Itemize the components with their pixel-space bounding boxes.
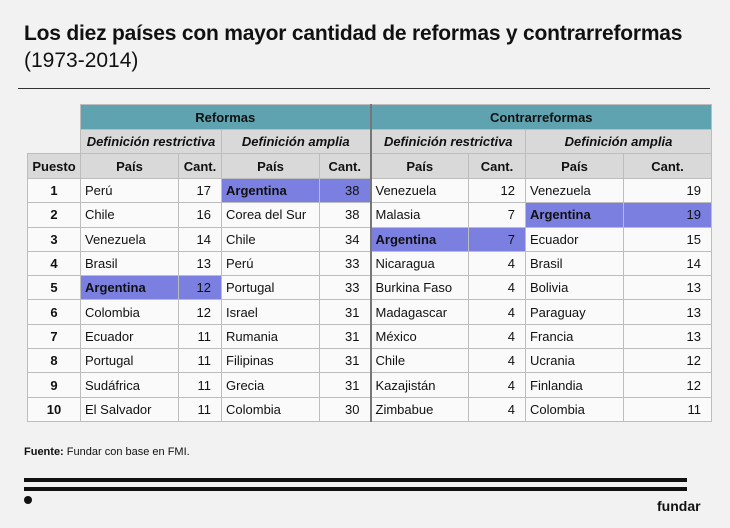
count-cell: 12 [469,179,526,203]
count-cell: 12 [179,300,222,324]
count-cell: 17 [179,179,222,203]
blank-corner [28,130,81,154]
country-cell: Colombia [222,397,320,421]
count-cell: 31 [320,349,371,373]
count-cell: 13 [624,324,712,348]
count-cell: 4 [469,373,526,397]
country-cell: Finlandia [526,373,624,397]
source-label: Fuente: [24,446,64,458]
column-header-pais: País [371,154,469,179]
country-cell: Nicaragua [371,251,469,275]
rank-cell: 3 [28,227,81,251]
count-cell: 4 [469,251,526,275]
source-note [24,446,190,458]
table-row [28,349,712,373]
rank-cell: 4 [28,251,81,275]
country-cell: Sudáfrica [81,373,179,397]
country-cell: Perú [222,251,320,275]
country-cell: Paraguay [526,300,624,324]
count-cell: 11 [624,397,712,421]
column-header-puesto: Puesto [28,154,81,179]
page-title: Los diez países con mayor cantidad de reformas y contrarreformas [24,22,683,45]
footer-dot [24,496,32,504]
count-cell: 33 [320,251,371,275]
country-cell: Malasia [371,203,469,227]
count-cell: 4 [469,300,526,324]
country-cell: Brasil [81,251,179,275]
count-cell: 14 [624,251,712,275]
country-cell: Argentina [81,276,179,300]
table-row [28,227,712,251]
count-cell: 14 [179,227,222,251]
country-cell: Chile [371,349,469,373]
count-cell: 19 [624,203,712,227]
footer-bar [24,487,687,491]
table-row [28,373,712,397]
column-header-pais: País [81,154,179,179]
count-cell: 12 [624,349,712,373]
count-cell: 38 [320,203,371,227]
count-cell: 11 [179,324,222,348]
count-cell: 15 [624,227,712,251]
group-header-reformas: Reformas [81,105,371,130]
country-cell: Zimbabue [371,397,469,421]
rank-cell: 9 [28,373,81,397]
subgroup-header: Definición amplia [222,130,371,154]
rank-cell: 6 [28,300,81,324]
table-row [28,397,712,421]
table-row [28,203,712,227]
subgroup-header: Definición restrictiva [81,130,222,154]
subgroup-header: Definición amplia [526,130,712,154]
country-cell: Israel [222,300,320,324]
country-cell: Bolivia [526,276,624,300]
country-cell: Ucrania [526,349,624,373]
subgroup-header: Definición restrictiva [371,130,526,154]
column-header-cant: Cant. [624,154,712,179]
country-cell: Rumania [222,324,320,348]
country-cell: Argentina [222,179,320,203]
count-cell: 11 [179,397,222,421]
ranking-table [27,104,712,422]
footer-bar [24,478,687,482]
rank-cell: 5 [28,276,81,300]
count-cell: 7 [469,203,526,227]
country-cell: Kazajistán [371,373,469,397]
blank-corner [28,105,81,130]
rank-cell: 2 [28,203,81,227]
country-cell: Filipinas [222,349,320,373]
count-cell: 31 [320,324,371,348]
country-cell: Venezuela [526,179,624,203]
count-cell: 38 [320,179,371,203]
group-header-contrarreformas: Contrarreformas [371,105,712,130]
count-cell: 12 [179,276,222,300]
column-header-cant: Cant. [320,154,371,179]
country-cell: Corea del Sur [222,203,320,227]
country-cell: Venezuela [371,179,469,203]
country-cell: Chile [81,203,179,227]
title-divider [18,88,710,89]
count-cell: 13 [624,300,712,324]
country-cell: Chile [222,227,320,251]
count-cell: 4 [469,324,526,348]
table-row [28,324,712,348]
country-cell: Madagascar [371,300,469,324]
country-cell: Argentina [371,227,469,251]
country-cell: Ecuador [526,227,624,251]
country-cell: Portugal [222,276,320,300]
count-cell: 7 [469,227,526,251]
column-header-cant: Cant. [179,154,222,179]
count-cell: 11 [179,349,222,373]
country-cell: El Salvador [81,397,179,421]
column-header-pais: País [222,154,320,179]
count-cell: 11 [179,373,222,397]
country-cell: Venezuela [81,227,179,251]
table-row [28,179,712,203]
count-cell: 31 [320,300,371,324]
country-cell: Perú [81,179,179,203]
table-row [28,300,712,324]
fundar-logo: fundar [657,498,701,514]
rank-cell: 1 [28,179,81,203]
table-row [28,251,712,275]
table-row [28,276,712,300]
column-header-cant: Cant. [469,154,526,179]
count-cell: 4 [469,349,526,373]
count-cell: 19 [624,179,712,203]
count-cell: 33 [320,276,371,300]
count-cell: 4 [469,397,526,421]
country-cell: Grecia [222,373,320,397]
rank-cell: 7 [28,324,81,348]
count-cell: 16 [179,203,222,227]
country-cell: Francia [526,324,624,348]
rank-cell: 8 [28,349,81,373]
count-cell: 13 [624,276,712,300]
country-cell: Colombia [526,397,624,421]
country-cell: Burkina Faso [371,276,469,300]
country-cell: Brasil [526,251,624,275]
country-cell: Colombia [81,300,179,324]
country-cell: Ecuador [81,324,179,348]
rank-cell: 10 [28,397,81,421]
page-subtitle: (1973-2014) [24,49,139,72]
country-cell: Portugal [81,349,179,373]
count-cell: 34 [320,227,371,251]
count-cell: 4 [469,276,526,300]
country-cell: México [371,324,469,348]
source-text: Fundar con base en FMI. [63,446,190,458]
count-cell: 30 [320,397,371,421]
count-cell: 13 [179,251,222,275]
country-cell: Argentina [526,203,624,227]
column-header-pais: País [526,154,624,179]
count-cell: 31 [320,373,371,397]
count-cell: 12 [624,373,712,397]
